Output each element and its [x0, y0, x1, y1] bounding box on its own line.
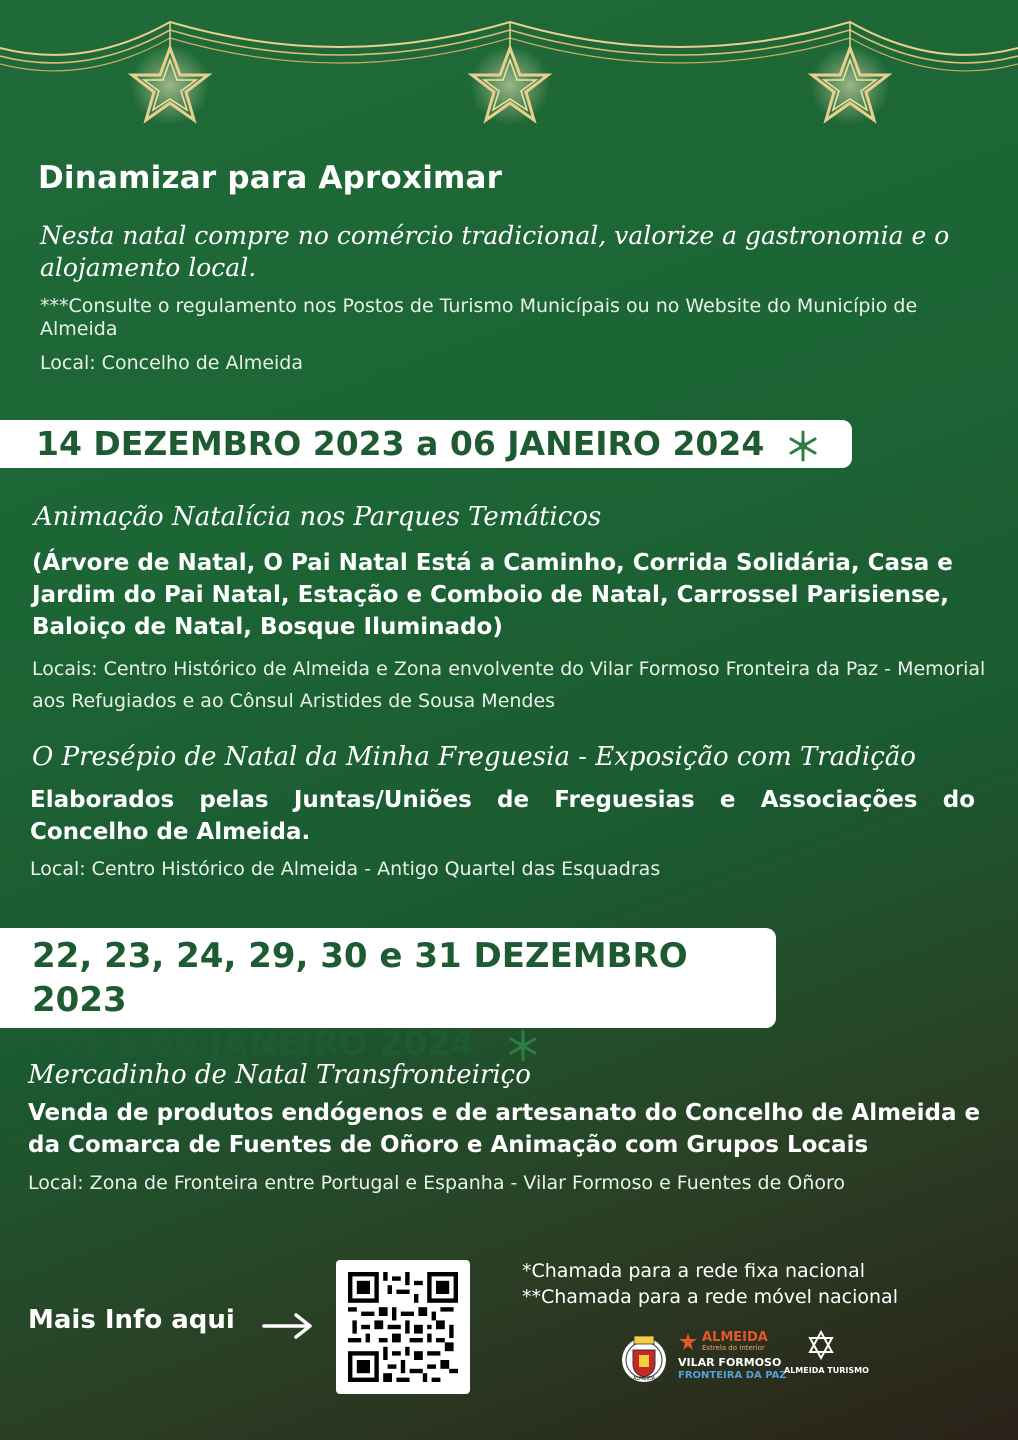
arrow-right-icon: [262, 1312, 314, 1340]
page-title: Dinamizar para Aproximar: [38, 160, 503, 196]
date-banner-1-text: 14 DEZEMBRO 2023 a 06 JANEIRO 2024: [36, 424, 765, 463]
garland-decoration: [0, 0, 1018, 140]
section2-body: Elaborados pelas Juntas/Uniões de Freguesias e Associações do Concelho de Almeida.: [30, 787, 975, 845]
snowflake-icon: [786, 429, 820, 463]
section1-local: Locais: Centro Histórico de Almeida e Zona envolvente do Vilar Formoso Fronteira da Paz - Memorial aos Refugiados e ao Cônsul Aristides de Sousa Mendes: [32, 658, 986, 712]
footer-notes: [522, 1258, 898, 1310]
date-banner-2: [0, 928, 776, 1064]
footer-note-fixed: *Chamada para a rede fixa nacional: [522, 1260, 865, 1282]
crest-label: ALMEIDA: [632, 1376, 656, 1382]
almeida-star-icon: [678, 1332, 698, 1352]
section3-body: Venda de produtos endógenos e de artesanato do Concelho de Almeida e da Comarca de Fuentes de Oñoro e Animação com Grupos Locais: [28, 1100, 981, 1158]
municipal-crest-icon: [620, 1332, 668, 1384]
intro-tagline: Nesta natal compre no comércio tradicional, valorize a gastronomia e o alojamento local.: [40, 221, 950, 282]
partner-logos: [620, 1330, 880, 1386]
logo-almeida-sub: Estrela do Interior: [702, 1344, 765, 1352]
section3-title: Mercadinho de Natal Transfronteiriço: [28, 1060, 531, 1090]
date-banner-2-line2-text: | 05 e 06 JANEIRO 2024: [32, 1024, 475, 1064]
logo-fronteira-paz: FRONTEIRA DA PAZ: [678, 1370, 787, 1381]
intro-note: ***Consulte o regulamento nos Postos de Turismo Municípais ou no Website do Município de Almeida: [40, 295, 918, 340]
logo-almeida-turismo: ALMEIDA TURISMO: [784, 1366, 869, 1375]
more-info-label: Mais Info aqui: [28, 1305, 235, 1335]
section1-title: Animação Natalícia nos Parques Temáticos: [34, 502, 602, 532]
qr-code-icon: [348, 1272, 458, 1382]
footer-note-mobile: **Chamada para a rede móvel nacional: [522, 1286, 898, 1308]
section2-title: O Presépio de Natal da Minha Freguesia - Exposição com Tradição: [32, 742, 916, 772]
turismo-star-icon: [806, 1330, 836, 1360]
logo-vilar-formoso: VILAR FORMOSO: [678, 1356, 782, 1369]
logo-almeida: ALMEIDA: [702, 1330, 768, 1345]
section1-body: (Árvore de Natal, O Pai Natal Está a Caminho, Corrida Solidária, Casa e Jardim do Pai Natal, Estação e Comboio de Natal, Carrossel Parisiense, Baloiço de Natal, Bosque Iluminado): [32, 550, 953, 640]
section3-local: Local: Zona de Fronteira entre Portugal e Espanha - Vilar Formoso e Fuentes de Oñoro: [28, 1172, 845, 1194]
date-banner-2-line1: 22, 23, 24, 29, 30 e 31 DEZEMBRO 2023: [32, 936, 688, 1020]
section2-local: Local: Centro Histórico de Almeida - Antigo Quartel das Esquadras: [30, 858, 661, 880]
qr-code[interactable]: [336, 1260, 470, 1394]
intro-local: Local: Concelho de Almeida: [40, 352, 303, 374]
date-banner-1: [0, 420, 852, 468]
